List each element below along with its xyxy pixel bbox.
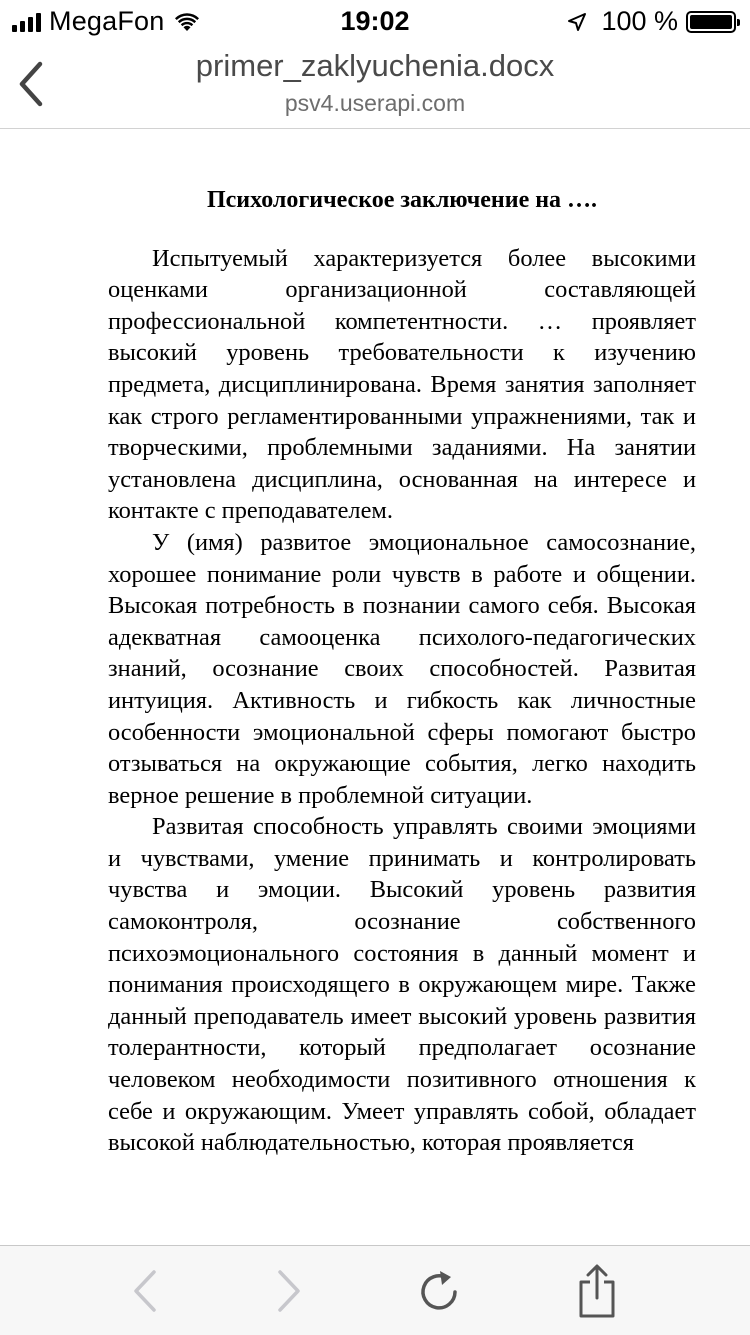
arrow-left-icon — [130, 1269, 160, 1313]
document-paragraph-2: У (имя) развитое эмоциональное самосознание, хорошее понимание роли чувств в работе и общении. Высокая потребность в познании самого себя. Высокая адекватная самооценка психолого-педагогических знаний, осознание своих способностей. Развитая интуиция. Активность и гибкость как личностные особенности эмоциональной сферы помогают быстро отзываться на окружающие события, легко находить верное решение в проблемной ситуации. — [108, 528, 696, 809]
status-right — [567, 6, 736, 37]
document-heading: Психологическое заключение на …. — [206, 187, 598, 213]
status-bar — [0, 0, 750, 40]
battery-percent: 100 % — [601, 6, 678, 36]
document-paragraph-1: Испытуемый характеризуется более высокими оценками организационной составляющей профессиональной компетентности. … проявляет высокий уровень требовательности к изучению предмета, дисциплинирована. Время занятия заполняет как строго регламентированными упражнениями, так и творческими, проблемными заданиями. На занятии установлена дисциплина, основанная на интересе и контакте с преподавателем. — [108, 244, 696, 525]
arrow-right-icon — [274, 1269, 304, 1313]
document-paragraph-3: Развитая способность управлять своими эмоциями и чувствами, умение принимать и контролировать чувства и эмоции. Высокий уровень развития самоконтроля, осознание собственного психоэмоционального состояния в данный момент и понимания происходящего в окружающем мире. Также данный преподаватель имеет высокий уровень развития толерантности, который предполагает осознание человеком необходимости позитивного отношения к себе и окружающим. Умеет управлять собой, обладает высокой наблюдательностью, которая проявляется — [108, 813, 696, 1157]
document-body — [108, 185, 696, 1159]
bottom-toolbar — [0, 1245, 750, 1335]
battery-icon — [686, 11, 736, 33]
toolbar-back-button[interactable] — [118, 1264, 172, 1318]
share-button[interactable] — [570, 1264, 624, 1318]
reload-icon — [417, 1268, 461, 1314]
location-arrow-icon — [567, 12, 587, 32]
nav-header — [0, 40, 750, 129]
document-host: psv4.userapi.com — [284, 90, 466, 116]
reload-button[interactable] — [412, 1264, 466, 1318]
carrier-name: MegaFon — [49, 6, 165, 36]
document-title: primer_zaklyuchenia.docx — [195, 48, 555, 83]
status-time: 19:02 — [340, 6, 410, 36]
share-icon — [577, 1264, 617, 1318]
toolbar-forward-button[interactable] — [262, 1264, 316, 1318]
